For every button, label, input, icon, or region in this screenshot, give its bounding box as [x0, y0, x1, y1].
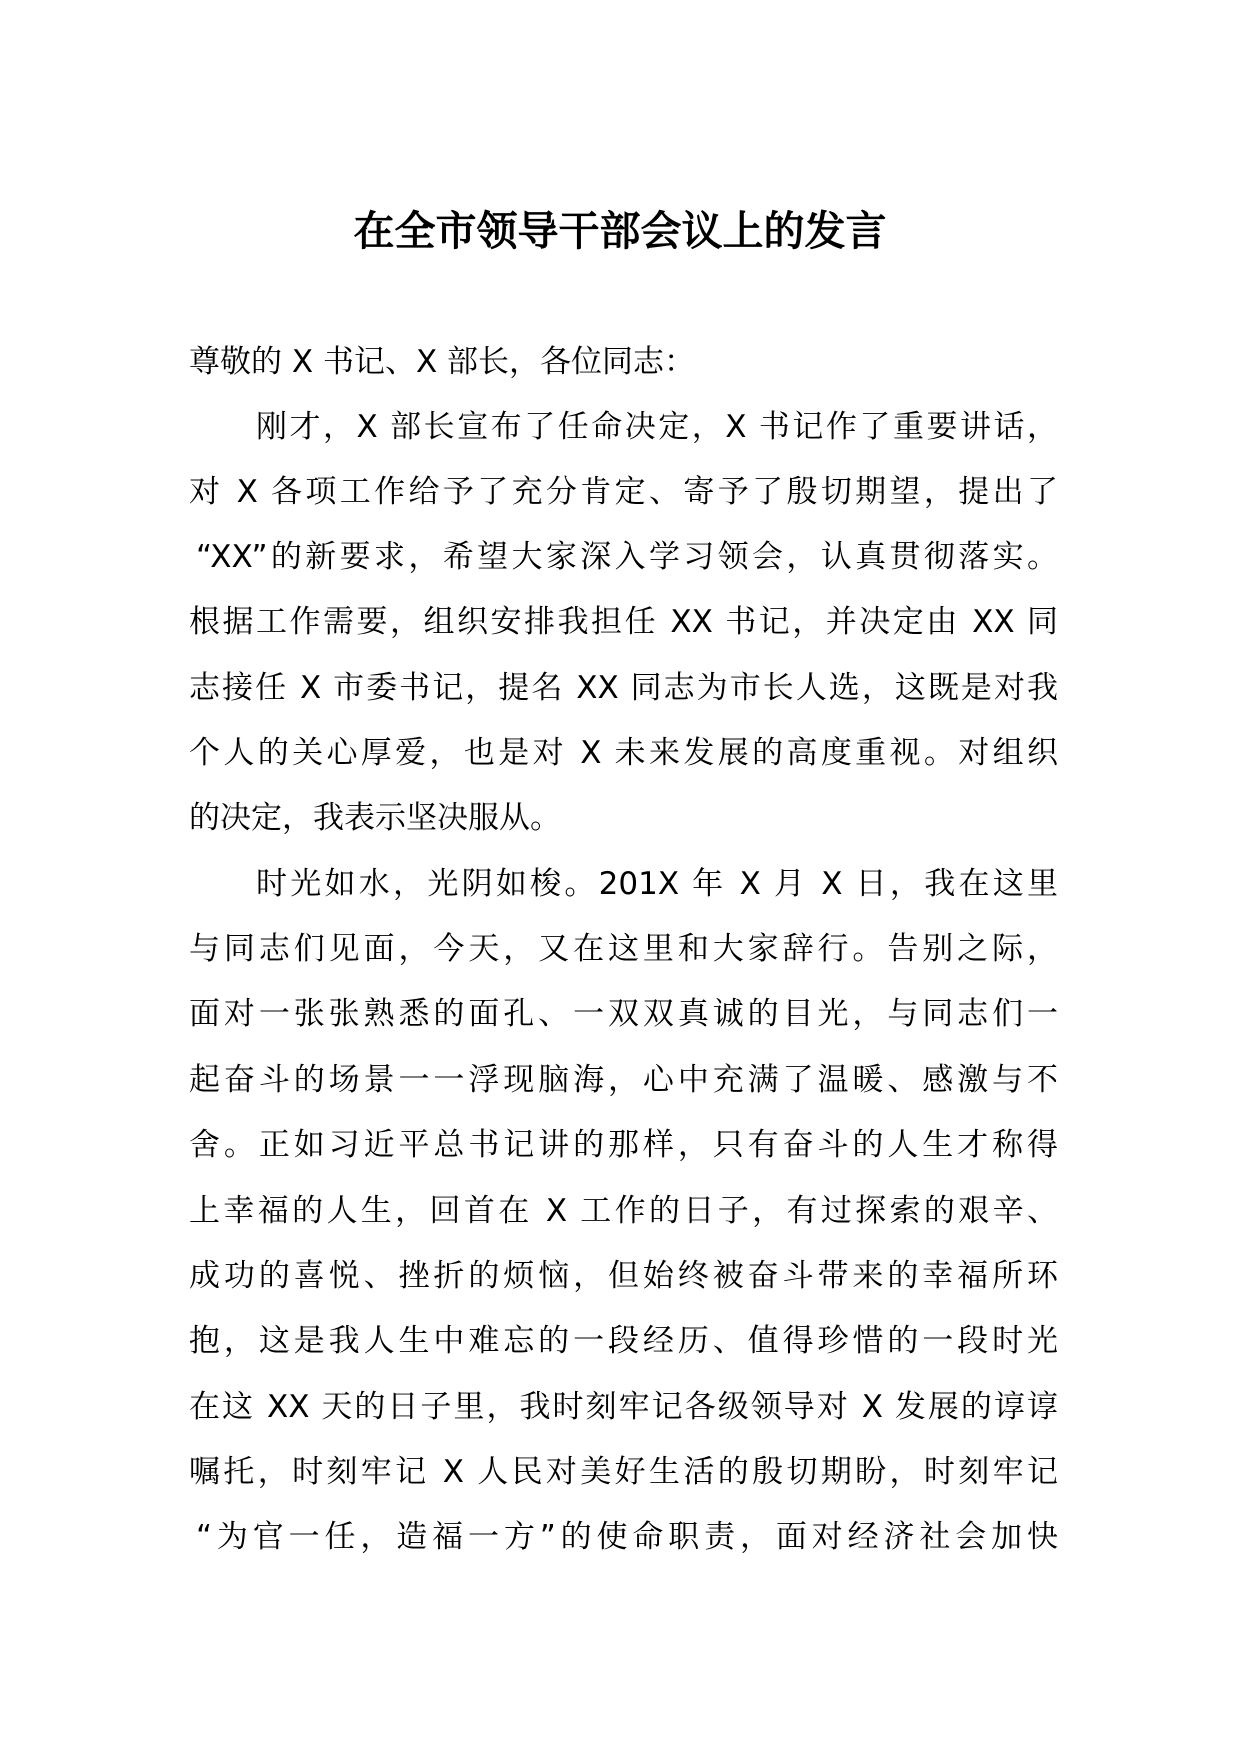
paragraph-line: 在这 XX 天的日子里，我时刻牢记各级领导对 X 发展的谆谆 [189, 1389, 1058, 1425]
paragraph-line: 上幸福的人生，回首在 X 工作的日子，有过探索的艰辛、 [189, 1193, 1058, 1229]
paragraph-line: 成功的喜悦、挫折的烦恼，但始终被奋斗带来的幸福所环 [189, 1258, 1058, 1294]
paragraph-line: 的决定，我表示坚决服从。 [189, 800, 561, 836]
paragraph-line: 面对一张张熟悉的面孔、一双双真诚的目光，与同志们一 [189, 996, 1058, 1032]
paragraph-line: 刚才，X 部长宣布了任命决定，X 书记作了重要讲话， [256, 409, 1058, 445]
paragraph-line: 抱，这是我人生中难忘的一段经历、值得珍惜的一段时光 [189, 1323, 1058, 1359]
paragraph-line: 与同志们见面，今天，又在这里和大家辞行。告别之际， [189, 931, 1058, 967]
paragraph-line: 舍。正如习近平总书记讲的那样，只有奋斗的人生才称得 [189, 1127, 1058, 1163]
paragraph-line: 志接任 X 市委书记，提名 XX 同志为市长人选，这既是对我 [189, 670, 1058, 706]
document-title: 在全市领导干部会议上的发言 [353, 207, 887, 255]
salutation: 尊敬的 X 书记、X 部长，各位同志： [189, 344, 696, 380]
paragraph-line: “为官一任，造福一方”的使命职责，面对经济社会加快 [196, 1519, 1058, 1555]
paragraph-line: 起奋斗的场景一一浮现脑海，心中充满了温暖、感激与不 [189, 1062, 1058, 1098]
paragraph-line: 个人的关心厚爱，也是对 X 未来发展的高度重视。对组织 [189, 735, 1058, 771]
paragraph-line: 根据工作需要，组织安排我担任 XX 书记，并决定由 XX 同 [189, 604, 1058, 640]
paragraph-line: “XX”的新要求，希望大家深入学习领会，认真贯彻落实。 [196, 539, 1058, 575]
paragraph-line: 嘱托，时刻牢记 X 人民对美好生活的殷切期盼，时刻牢记 [189, 1454, 1058, 1490]
paragraph-line: 对 X 各项工作给予了充分肯定、寄予了殷切期望，提出了 [189, 474, 1058, 510]
paragraph-line: 时光如水，光阴如梭。201X 年 X 月 X 日，我在这里 [256, 866, 1058, 902]
